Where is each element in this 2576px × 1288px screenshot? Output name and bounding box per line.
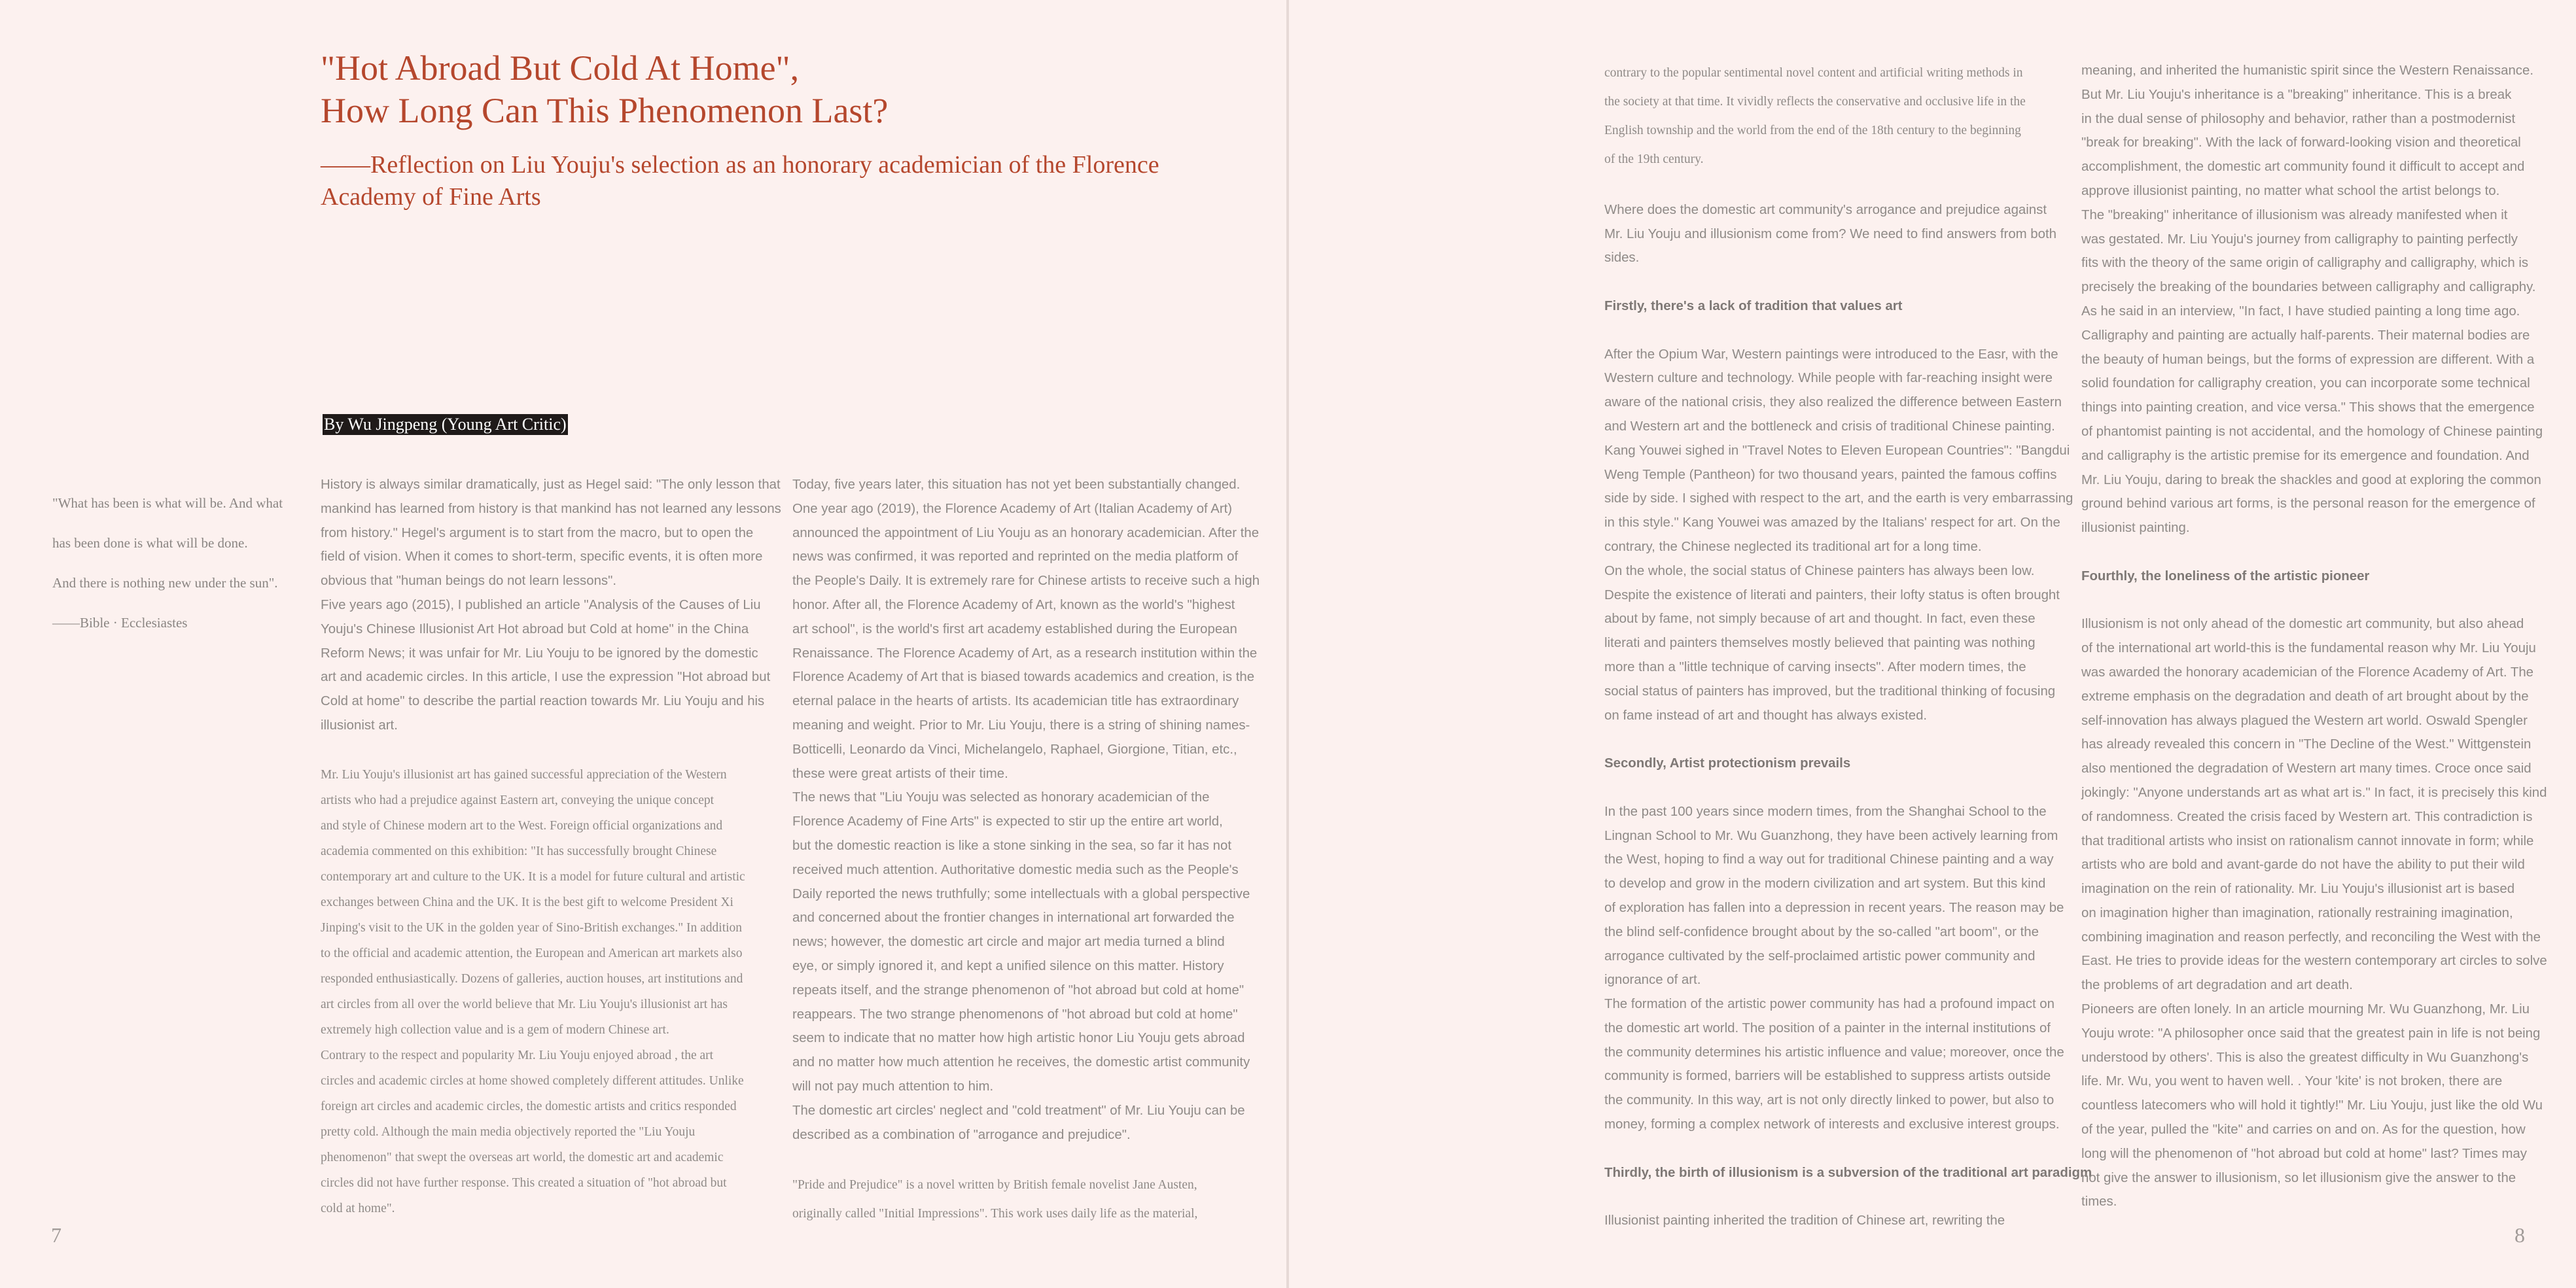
text-line: times.: [2081, 1194, 2117, 1210]
section-heading: Firstly, there's a lack of tradition that values art: [1604, 298, 1903, 313]
text-line: "What has been is what will be. And what: [52, 495, 283, 511]
text-line: mankind has learned from history is that mankind has not learned any lessons: [321, 501, 781, 516]
text-line: to develop and grow in the modern civilization and art system. But this kind: [1604, 877, 2046, 892]
text-line: artists who are bold and avant-garde do not have the ability to put their wild: [2081, 858, 2525, 873]
text-line: not give the answer to illusionism, so let illusionism give the answer to the: [2081, 1170, 2516, 1185]
right-page: [1289, 0, 2576, 1288]
text-line: aware of the national crisis, they also realized the difference between Eastern: [1604, 395, 2062, 410]
text-line: pretty cold. Although the main media objectively reported the "Liu Youju: [321, 1124, 696, 1139]
spacer: [1604, 1185, 2049, 1209]
text-line: in the dual sense of philosophy and behavior, rather than a postmodernist: [2081, 111, 2516, 126]
text-line: ignorance of art.: [1604, 973, 1701, 988]
text-line: In the past 100 years since modern times, from the Shanghai School to the: [1604, 804, 2047, 819]
text-line: Weng Temple (Pantheon) for two thousand years, painted the famous coffins: [1604, 467, 2057, 482]
text-line: repeats itself, and the strange phenomenon of "hot abroad but cold at home": [792, 983, 1244, 998]
text-line: the beauty of human beings, but the forms of expression are different. With a: [2081, 352, 2535, 367]
text-line: Mr. Liu Youju and illusionism come from? We need to find answers from both: [1604, 226, 2056, 241]
text-line: has already revealed this concern in "The Decline of the West." Wittgenstein: [2081, 737, 2532, 752]
text-line: precisely the breaking of the boundaries between calligraphy and calligraphy.: [2081, 280, 2536, 295]
text-column-4: [2081, 59, 2547, 1214]
text-line: Cold at home" to describe the partial reaction towards Mr. Liu Youju and his: [321, 694, 765, 709]
text-line: fits with the theory of the same origin of calligraphy and calligraphy, which is: [2081, 256, 2529, 271]
text-line: news; however, the domestic art circle and major art media turned a blind: [792, 935, 1225, 950]
text-line: Reform News; it was unfair for Mr. Liu Youju to be ignored by the domestic: [321, 646, 758, 661]
text-line: contrary to the popular sentimental novel content and artificial writing methods in: [1604, 66, 2023, 80]
text-line: Pioneers are often lonely. In an article mourning Mr. Wu Guanzhong, Mr. Liu: [2081, 1002, 2530, 1017]
text-line: meaning and weight. Prior to Mr. Liu Youju, there is a string of shining names-: [792, 718, 1250, 733]
text-line: Where does the domestic art community's arrogance and prejudice against: [1604, 202, 2047, 217]
spacer: [1604, 270, 2049, 294]
text-line: Despite the existence of literati and painters, their lofty status is often brought: [1604, 587, 2060, 602]
section-heading: Fourthly, the loneliness of the artistic pioneer: [2081, 568, 2370, 583]
text-line: contemporary art and culture to the UK. It is a model for future cultural and artistic: [321, 869, 745, 884]
text-line: Kang Youwei sighed in "Travel Notes to Eleven European Countries": "Bangdui: [1604, 443, 2070, 458]
text-line: and no matter how much attention he receives, the domestic artist community: [792, 1055, 1250, 1070]
text-line: East. He tries to provide ideas for the western contemporary art circles to solve: [2081, 954, 2547, 969]
text-line: Today, five years later, this situation has not yet been substantially changed.: [792, 478, 1241, 492]
text-line: "Pride and Prejudice" is a novel written by British female novelist Jane Austen,: [792, 1178, 1197, 1192]
text-line: "break for breaking". With the lack of forward-looking vision and theoretical: [2081, 135, 2521, 150]
paragraph-block: [1604, 1209, 2049, 1233]
text-line: will not pay much attention to him.: [792, 1079, 994, 1094]
text-line: was gestated. Mr. Liu Youju's journey from calligraphy to painting perfectly: [2081, 232, 2518, 247]
text-line: honor. After all, the Florence Academy of Art, known as the world's "highest: [792, 597, 1235, 612]
paragraph-block: [1604, 198, 2056, 270]
text-line: Calligraphy and painting are actually half-parents. Their maternal bodies are: [2081, 328, 2530, 343]
spacer: [321, 738, 766, 762]
text-line: money, forming a complex network of interests and exclusive interest groups.: [1604, 1117, 2060, 1132]
text-line: On the whole, the social status of Chinese painters has always been low.: [1604, 563, 2035, 578]
text-line: jokingly: "Anyone understands art as what art is." In fact, it is precisely this kind: [2081, 785, 2547, 800]
text-line: things into painting creation, and vice versa." This shows that the emergence: [2081, 400, 2535, 415]
text-line: The formation of the artistic power community has had a profound impact on: [1604, 997, 2055, 1012]
text-line: art circles from all over the world believe that Mr. Liu Youju's illusionist art has: [321, 997, 728, 1011]
text-line: eternal palace in the hearts of artists. Its academician title has extraordinary: [792, 694, 1239, 709]
spacer: [1604, 776, 2049, 800]
text-line: eye, or simply ignored it, and kept a unified silence on this matter. History: [792, 958, 1224, 973]
text-line: solid foundation for calligraphy creation, you can incorporate some technical: [2081, 376, 2530, 391]
text-line: the domestic art world. The position of a painter in the internal institutions of: [1604, 1020, 2051, 1036]
text-line: the West, hoping to find a way out for traditional Chinese painting and a way: [1604, 852, 2054, 867]
page-number-right: 8: [2514, 1223, 2525, 1247]
text-line: Jinping's visit to the UK in the golden year of Sino-British exchanges." In addition: [321, 920, 743, 935]
text-line: art and academic circles. In this article, I use the expression "Hot abroad but: [321, 670, 771, 685]
text-line: of exploration has fallen into a depression in recent years. The reason may be: [1604, 900, 2064, 915]
text-line: imagination on the rein of rationality. Mr. Liu Youju's illusionist art is based: [2081, 882, 2515, 897]
text-line: Lingnan School to Mr. Wu Guanzhong, they have been actively learning from: [1604, 828, 2058, 843]
text-line: phenomenon" that swept the overseas art world, the domestic art and academic: [321, 1150, 724, 1164]
text-line: arrogance cultivated by the self-proclaimed artistic power community and: [1604, 949, 2036, 964]
text-line: ——Bible · Ecclesiastes: [52, 615, 188, 631]
paragraph-block: [1604, 343, 2073, 728]
text-line: approve illusionist painting, no matter what school the artist belongs to.: [2081, 183, 2500, 198]
text-line: One year ago (2019), the Florence Academy of Art (Italian Academy of Art): [792, 501, 1233, 516]
left-page: [0, 0, 1286, 1288]
text-line: literati and painters themselves mostly believed that painting was nothing: [1604, 636, 2036, 651]
paragraph-block: [1604, 800, 2064, 1137]
text-line: social status of painters has improved, but the traditional thinking of focusing: [1604, 684, 2056, 699]
text-line: field of vision. When it comes to short-term, specific events, it is often more: [321, 549, 763, 565]
text-line: announced the appointment of Liu Youju as an honorary academician. After the: [792, 525, 1260, 540]
page-number-left: 7: [51, 1223, 62, 1247]
text-line: circles and academic circles at home showed completely different attitudes. Unlike: [321, 1073, 744, 1088]
text-line: to the official and academic attention, the European and American art markets also: [321, 946, 743, 960]
text-line: seem to indicate that no matter how high artistic honor Liu Youju gets abroad: [792, 1031, 1245, 1046]
text-line: more than a "little technique of carving insects". After modern times, the: [1604, 659, 2026, 674]
text-line: Illusionist painting inherited the tradition of Chinese art, rewriting the: [1604, 1213, 2005, 1228]
spacer: [1604, 1137, 2049, 1161]
text-line: side by side. I sighed with respect to the art, and the earth is very embarrassing: [1604, 491, 2073, 506]
text-line: Florence Academy of Fine Arts" is expected to stir up the entire art world,: [792, 814, 1223, 829]
text-line: extreme emphasis on the degradation and death of art brought about by the: [2081, 689, 2529, 704]
text-line: artists who had a prejudice against Eastern art, conveying the unique concept: [321, 793, 715, 807]
text-line: originally called "Initial Impressions". This work uses daily life as the material,: [792, 1207, 1198, 1221]
text-line: community is formed, barriers will be established to suppress artists outside: [1604, 1069, 2051, 1084]
text-line: History is always similar dramatically, just as Hegel said: "The only lesson that: [321, 478, 781, 492]
text-column-3: [1604, 59, 2092, 1233]
text-line: was awarded the honorary academician of the Florence Academy of Art. The: [2081, 665, 2534, 680]
text-line: the blind self-confidence brought about by the so-called "art boom", or the: [1604, 924, 2039, 939]
text-line: Daily reported the news truthfully; some intellectuals with a global perspective: [792, 886, 1250, 901]
text-line: understood by others'. This is also the greatest difficulty in Wu Guanzhong's: [2081, 1050, 2529, 1065]
text-line: Youju wrote: "A philosopher once said that the greatest pain in life is not being: [2081, 1026, 2541, 1041]
text-line: reappears. The two strange phenomenons of "hot abroad but cold at home": [792, 1007, 1238, 1022]
text-line: exchanges between China and the UK. It is the best gift to welcome President Xi: [321, 895, 733, 909]
text-line: ground behind various art forms, is the personal reason for the emergence of: [2081, 496, 2535, 512]
text-line: accomplishment, the domestic art community found it difficult to accept and: [2081, 160, 2525, 175]
text-column-1: [321, 473, 781, 1221]
text-line: illusionist painting.: [2081, 521, 2190, 536]
spacer: [1604, 727, 2049, 752]
section-heading: Secondly, Artist protectionism prevails: [1604, 756, 1851, 771]
text-line: on fame instead of art and thought has always existed.: [1604, 708, 1928, 723]
text-line: of the international art world-this is the fundamental reason why Mr. Liu Youju: [2081, 641, 2536, 656]
subtitle-line: ——Reflection on Liu Youju's selection as an honorary academician of the Florence: [321, 151, 1159, 179]
text-line: and style of Chinese modern art to the West. Foreign official organizations and: [321, 818, 723, 833]
text-line: countless latecomers who will hold it tightly!" Mr. Liu Youju, just like the old Wu: [2081, 1098, 2543, 1113]
spacer: [2081, 540, 2533, 565]
text-line: the society at that time. It vividly reflects the conservative and occlusive life in the: [1604, 95, 2026, 109]
article-title: [321, 47, 1269, 132]
text-line: Renaissance. The Florence Academy of Art, as a research institution within the: [792, 646, 1258, 661]
spacer: [1604, 319, 2049, 343]
title-line: "Hot Abroad But Cold At Home",: [321, 48, 800, 88]
text-line: The news that "Liu Youju was selected as honorary academician of the: [792, 790, 1210, 805]
text-line: and calligraphy is the artistic premise for its emergence and foundation. And: [2081, 448, 2530, 463]
text-line: of phantomist painting is not accidental, and the homology of Chinese painting: [2081, 424, 2543, 439]
text-line: contrary, the Chinese neglected its traditional art for a long time.: [1604, 539, 1982, 554]
text-line: Mr. Liu Youju's illusionist art has gained successful appreciation of the Western: [321, 767, 727, 782]
text-line: extremely high collection value and is a gem of modern Chinese art.: [321, 1022, 669, 1037]
text-line: meaning, and inherited the humanistic spirit since the Western Renaissance.: [2081, 63, 2534, 78]
text-line: The "breaking" inheritance of illusionism was already manifested when it: [2081, 207, 2508, 222]
text-line: described as a combination of "arrogance and prejudice".: [792, 1127, 1131, 1142]
paragraph-block: [792, 1171, 1244, 1228]
text-line: Five years ago (2015), I published an article "Analysis of the Causes of Liu: [321, 597, 761, 612]
text-line: Western culture and technology. While people with far-reaching insight were: [1604, 371, 2053, 386]
text-column-2: [792, 473, 1260, 1228]
text-line: Mr. Liu Youju, daring to break the shackles and good at exploring the common: [2081, 472, 2541, 487]
paragraph-block: [321, 473, 781, 738]
text-line: of randomness. Created the crisis faced by Western art. This contradiction is: [2081, 809, 2533, 824]
article-subtitle: [321, 149, 1250, 213]
text-line: Contrary to the respect and popularity Mr. Liu Youju enjoyed abroad , the art: [321, 1048, 714, 1062]
text-line: And there is nothing new under the sun".: [52, 575, 278, 591]
text-line: foreign art circles and academic circles, the domestic artists and critics responded: [321, 1099, 737, 1113]
text-line: that traditional artists who insist on rationalism cannot innovate in form; while: [2081, 833, 2534, 848]
text-line: from history." Hegel's argument is to start from the macro, but to open the: [321, 525, 754, 540]
text-line: Florence Academy of Art that is biased towards academics and creation, is the: [792, 670, 1255, 685]
text-line: combining imagination and reason perfectly, and reconciling the West with the: [2081, 930, 2541, 945]
epigraph: [52, 476, 294, 650]
text-line: and Western art and the bottleneck and crisis of traditional Chinese painting.: [1604, 419, 2055, 434]
text-line: also mentioned the degradation of Western art many times. Croce once said: [2081, 761, 2532, 776]
text-line: in this style." Kang Youwei was amazed by the Italians' respect for art. On the: [1604, 515, 2060, 531]
text-line: self-innovation has always plagued the Western art world. Oswald Spengler: [2081, 713, 2528, 728]
paragraph-block: [2081, 59, 2543, 540]
text-line: art school", is the world's first art academy established during the European: [792, 621, 1237, 636]
text-line: sides.: [1604, 251, 1640, 266]
text-line: life. Mr. Wu, you went to haven well. . Your 'kite' is not broken, there are: [2081, 1074, 2503, 1089]
paragraph-block: [2081, 612, 2547, 1214]
text-line: Illusionism is not only ahead of the domestic art community, but also ahead: [2081, 617, 2524, 632]
text-line: has been done is what will be done.: [52, 535, 248, 551]
subtitle-line: Academy of Fine Arts: [321, 183, 541, 211]
text-line: obvious that "human beings do not learn lessons".: [321, 574, 617, 589]
text-line: the community. In this way, art is not only directly linked to power, but also to: [1604, 1093, 2055, 1108]
paragraph-block: [792, 473, 1260, 1147]
title-line: How Long Can This Phenomenon Last?: [321, 91, 889, 130]
spacer: [792, 1147, 1244, 1171]
text-line: Botticelli, Leonardo da Vinci, Michelangelo, Raphael, Giorgione, Titian, etc.,: [792, 742, 1237, 757]
spacer: [1604, 174, 2049, 198]
spacer: [2081, 589, 2533, 613]
paragraph-block: [321, 762, 766, 1221]
text-line: But Mr. Liu Youju's inheritance is a "breaking" inheritance. This is a break: [2081, 87, 2512, 102]
text-line: the problems of art degradation and art death.: [2081, 978, 2353, 993]
text-line: news was confirmed, it was reported and reprinted on the media platform of: [792, 549, 1239, 565]
text-line: of the year, pulled the "kite" and carries on and on. As for the question, how: [2081, 1123, 2526, 1138]
text-line: received much attention. Authoritative domestic media such as the People's: [792, 862, 1239, 877]
text-line: circles did not have further response. This created a situation of "hot abroad but: [321, 1175, 727, 1190]
text-line: the People's Daily. It is extremely rare for Chinese artists to receive such a high: [792, 574, 1260, 589]
text-line: illusionist art.: [321, 718, 398, 733]
text-line: As he said in an interview, "In fact, I have studied painting a long time ago.: [2081, 304, 2520, 319]
section-heading: Thirdly, the birth of illusionism is a subversion of the traditional art paradigm: [1604, 1165, 2092, 1180]
byline: By Wu Jingpeng (Young Art Critic): [324, 415, 567, 434]
text-line: After the Opium War, Western paintings were introduced to the Easr, with the: [1604, 347, 2058, 362]
text-line: but the domestic reaction is like a stone sinking in the sea, so far it has not: [792, 838, 1231, 853]
text-line: The domestic art circles' neglect and "cold treatment" of Mr. Liu Youju can be: [792, 1103, 1245, 1118]
text-line: these were great artists of their time.: [792, 766, 1008, 781]
text-line: cold at home".: [321, 1201, 395, 1215]
text-line: long will the phenomenon of "hot abroad but cold at home" last? Times may: [2081, 1146, 2527, 1161]
text-line: responded enthusiastically. Dozens of galleries, auction houses, art institutions and: [321, 971, 743, 986]
text-line: and concerned about the frontier changes in international art forwarded the: [792, 911, 1235, 926]
text-line: about by fame, not simply because of art and thought. In fact, even these: [1604, 612, 2036, 627]
text-line: academia commented on this exhibition: "It has successfully brought Chinese: [321, 844, 717, 858]
text-line: Youju's Chinese Illusionist Art Hot abroad but Cold at home" in the China: [321, 621, 749, 636]
text-line: on imagination higher than imagination, rationally restraining imagination,: [2081, 905, 2513, 920]
paragraph-block: [1604, 59, 2049, 174]
text-line: of the 19th century.: [1604, 152, 1704, 166]
text-line: English township and the world from the end of the 18th century to the beginning: [1604, 124, 2021, 137]
text-line: the community determines his artistic influence and value; moreover, once the: [1604, 1045, 2064, 1060]
